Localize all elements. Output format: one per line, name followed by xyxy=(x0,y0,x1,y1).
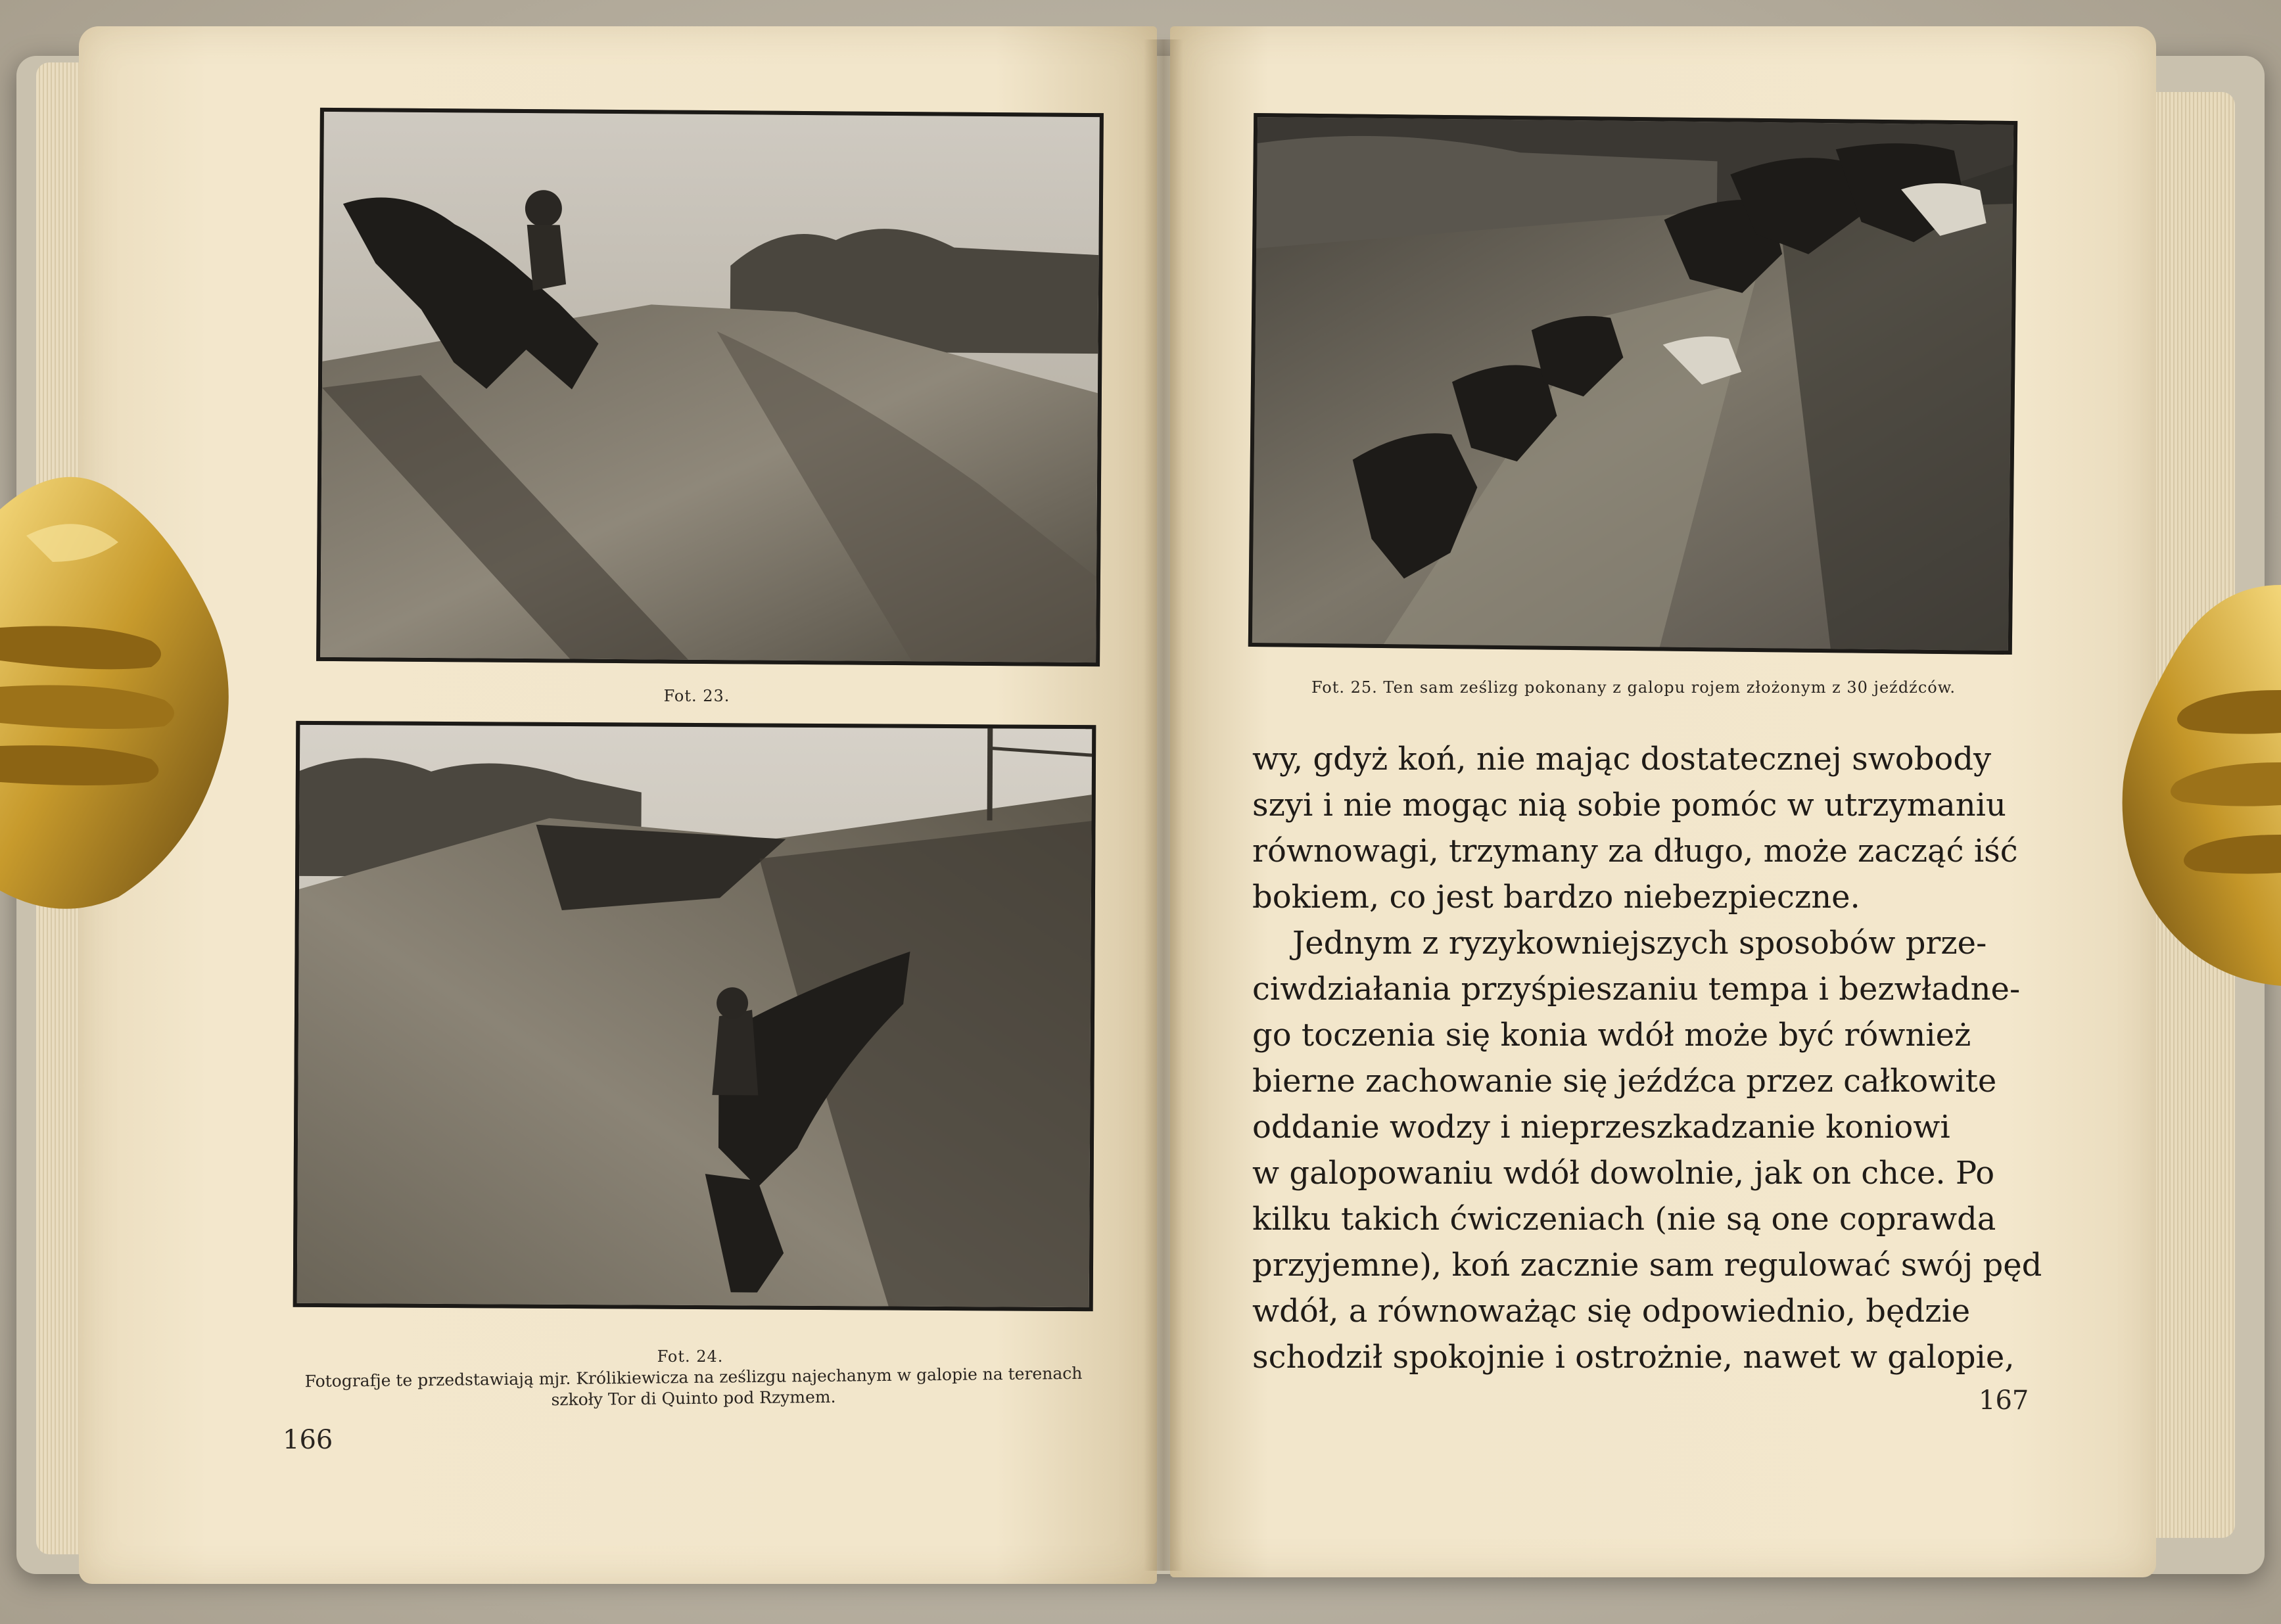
text-line: przyjemne), koń zacznie sam regulować swój pęd xyxy=(1252,1247,2042,1284)
photo-fot-23 xyxy=(316,108,1104,666)
caption-fot-25: Fot. 25. Ten sam ześlizg pokonany z galopu rojem złożonym z 30 jeźdźców. xyxy=(1311,678,1956,697)
photo-fot-24 xyxy=(293,721,1096,1311)
page-number-left: 166 xyxy=(283,1425,333,1455)
page-number-right: 167 xyxy=(1979,1385,2029,1416)
body-text xyxy=(1252,736,2042,1380)
text-line: równowagi, trzymany za długo, może zacząć iść xyxy=(1252,833,2018,870)
text-line: go toczenia się konia wdół może być również xyxy=(1252,1017,1971,1054)
caption-fot-24: Fot. 24. xyxy=(657,1347,724,1366)
text-line: schodził spokojnie i ostrożnie, nawet w galopie, xyxy=(1252,1339,2015,1376)
text-line: szyi i nie mogąc nią sobie pomóc w utrzymaniu xyxy=(1252,787,2006,824)
brass-clip-right xyxy=(2117,572,2281,992)
book-gutter xyxy=(1144,39,1183,1571)
text-line: wdół, a równoważąc się odpowiednio, będzie xyxy=(1252,1293,1971,1330)
text-line: ciwdziałania przyśpieszaniu tempa i bezwładne- xyxy=(1252,971,2021,1008)
text-line: bierne zachowanie się jeźdźca przez całkowite xyxy=(1252,1063,1997,1100)
text-line: wy, gdyż koń, nie mając dostatecznej swobody xyxy=(1252,741,1992,777)
text-line: Jednym z ryzykowniejszych sposobów prze- xyxy=(1252,925,1987,962)
text-line: kilku takich ćwiczeniach (nie są one coprawda xyxy=(1252,1201,1996,1238)
photo-fot-25 xyxy=(1248,113,2017,655)
caption-note-line-2: szkoły Tor di Quinto pod Rzymem. xyxy=(551,1387,836,1410)
brass-clip-left xyxy=(0,463,237,910)
text-line: bokiem, co jest bardzo niebezpieczne. xyxy=(1252,879,1860,916)
caption-note-line-1: Fotografje te przedstawiają mjr. Królikiewicza na ześlizgu najechanym w galopie na terenach xyxy=(304,1363,1083,1391)
caption-fot-23: Fot. 23. xyxy=(663,687,730,705)
text-line: w galopowaniu wdół dowolnie, jak on chce. Po xyxy=(1252,1155,1995,1192)
text-line: oddanie wodzy i nieprzeszkadzanie koniowi xyxy=(1252,1109,1950,1146)
